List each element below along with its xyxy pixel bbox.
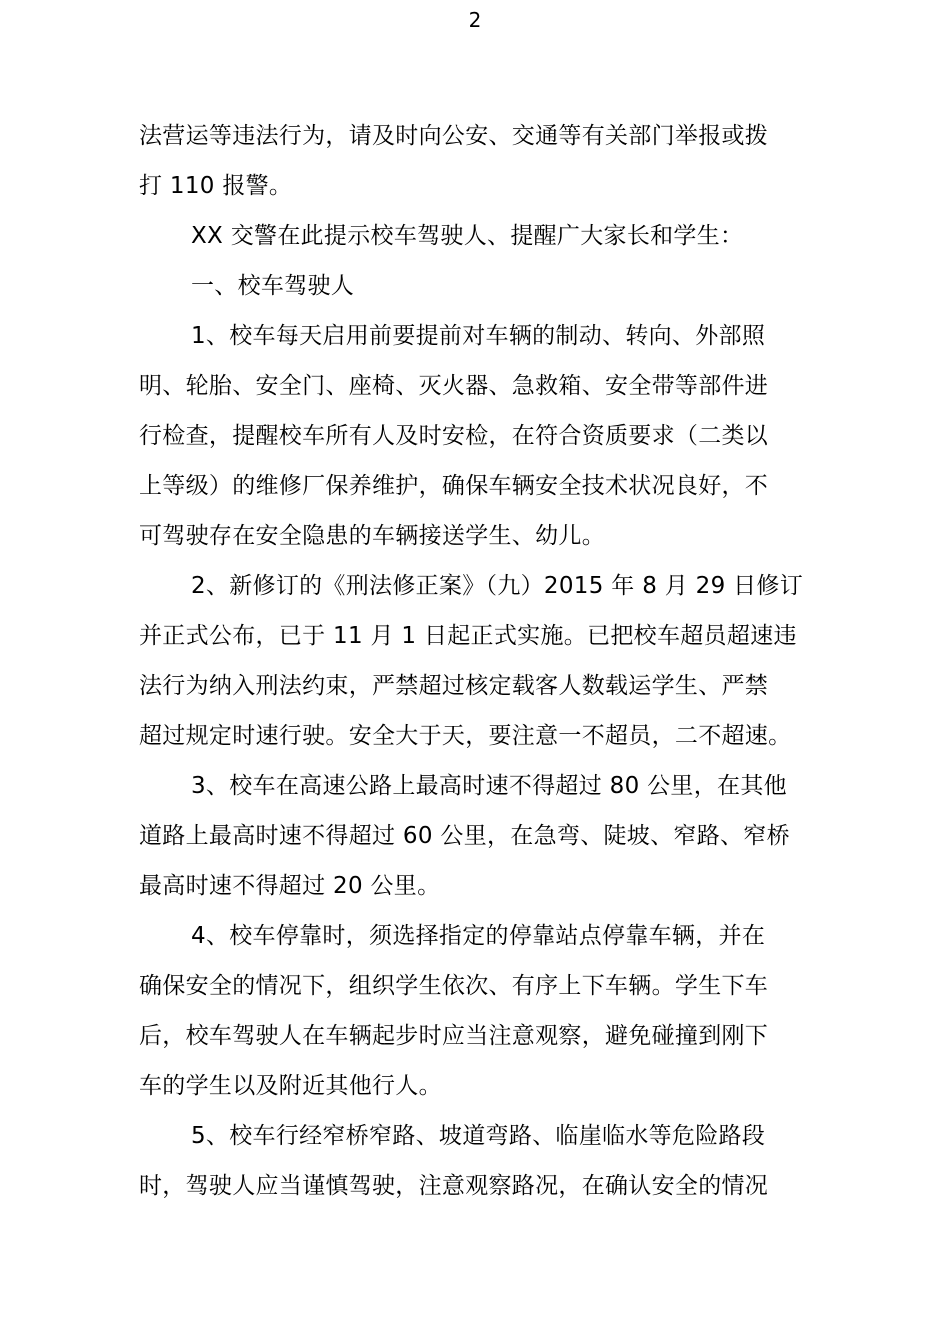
paragraph-item-5 <box>139 1111 819 1211</box>
text-line: 超过规定时速行驶。安全大于天，要注意一不超员，二不超速。 <box>139 723 792 749</box>
text-line: 1、校车每天启用前要提前对车辆的制动、转向、外部照 <box>191 323 766 349</box>
text-line: 4、校车停靠时，须选择指定的停靠站点停靠车辆，并在 <box>191 923 766 949</box>
text-line: 明、轮胎、安全门、座椅、灭火器、急救箱、安全带等部件进 <box>139 373 769 399</box>
text-line: 5、校车行经窄桥窄路、坡道弯路、临崖临水等危险路段 <box>191 1123 766 1149</box>
paragraph-item-4 <box>139 911 819 1111</box>
text-line: 并正式公布，已于 11 月 1 日起正式实施。已把校车超员超速违 <box>139 623 797 649</box>
text-line: 行检查，提醒校车所有人及时安检，在符合资质要求（二类以 <box>139 423 769 449</box>
text-line: 上等级）的维修厂保养维护，确保车辆安全技术状况良好，不 <box>139 473 769 499</box>
text-line: 2、新修订的《刑法修正案》（九）2015 年 8 月 29 日修订 <box>191 573 804 599</box>
text-line: 后，校车驾驶人在车辆起步时应当注意观察，避免碰撞到刚下 <box>139 1023 769 1049</box>
paragraph-continuation <box>139 111 819 211</box>
document-body <box>139 111 819 1211</box>
text-line: 车的学生以及附近其他行人。 <box>139 1073 442 1099</box>
paragraph-item-1 <box>139 311 819 561</box>
text-line: 确保安全的情况下，组织学生依次、有序上下车辆。学生下车 <box>139 973 769 999</box>
text-line: 可驾驶存在安全隐患的车辆接送学生、幼儿。 <box>139 523 605 549</box>
paragraph-intro <box>139 211 819 261</box>
paragraph-item-2 <box>139 561 819 761</box>
text-line: XX 交警在此提示校车驾驶人、提醒广大家长和学生： <box>191 223 744 249</box>
text-line: 道路上最高时速不得超过 60 公里，在急弯、陡坡、窄路、窄桥 <box>139 823 790 849</box>
text-line: 最高时速不得超过 20 公里。 <box>139 873 441 899</box>
text-line: 法行为纳入刑法约束，严禁超过核定载客人数载运学生、严禁 <box>139 673 769 699</box>
text-line: 时，驾驶人应当谨慎驾驶，注意观察路况，在确认安全的情况 <box>139 1173 769 1199</box>
text-line: 3、校车在高速公路上最高时速不得超过 80 公里，在其他 <box>191 773 787 799</box>
paragraph-item-3 <box>139 761 819 911</box>
text-line: 一、校车驾驶人 <box>191 273 355 299</box>
text-line: 打 110 报警。 <box>139 173 293 199</box>
section-heading <box>139 261 819 311</box>
text-line: 法营运等违法行为，请及时向公安、交通等有关部门举报或拨 <box>139 123 769 149</box>
page-number: 2 <box>468 8 482 32</box>
